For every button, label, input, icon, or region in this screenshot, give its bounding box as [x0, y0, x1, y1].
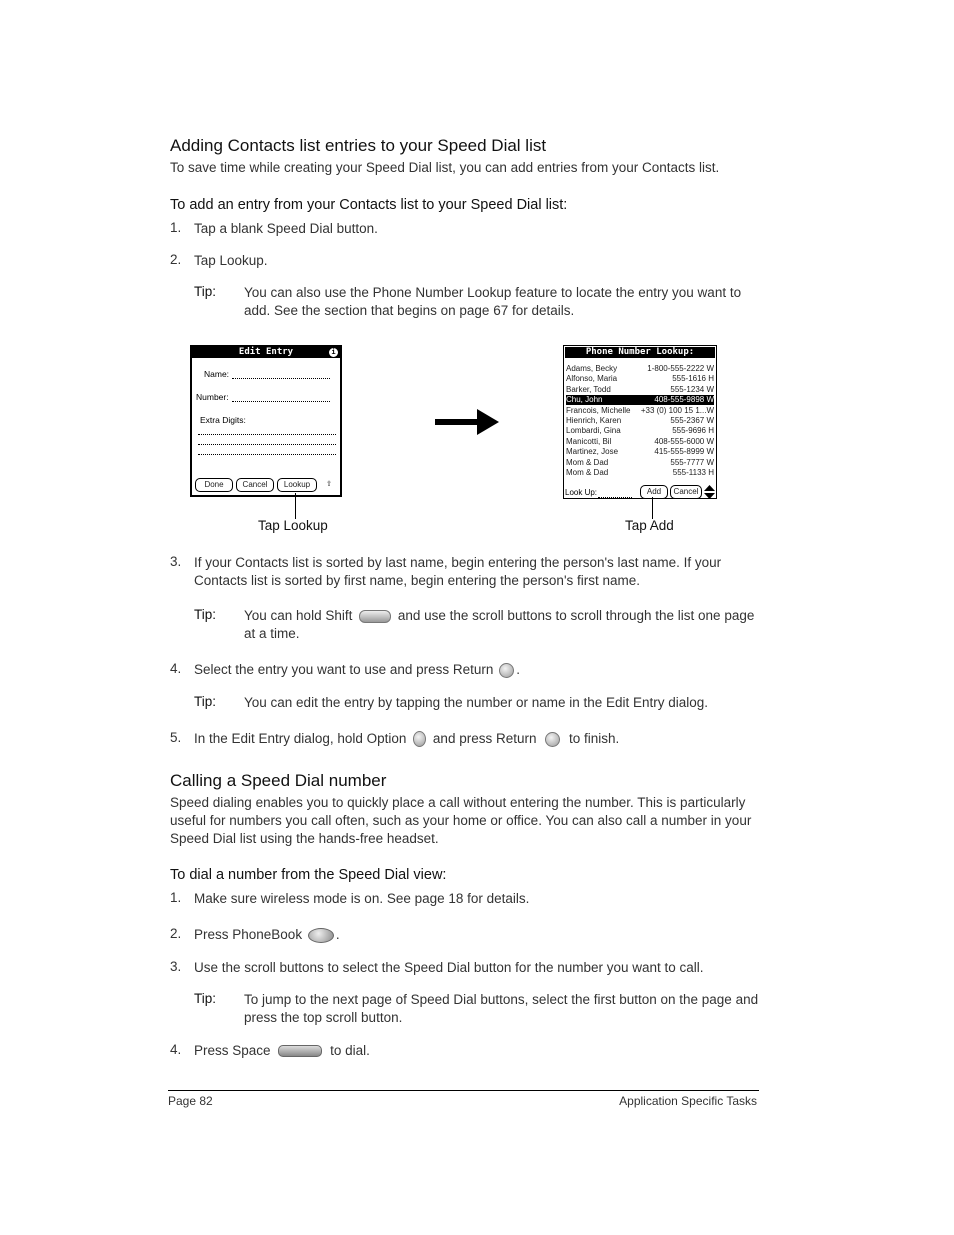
- edit-entry-screen: [190, 345, 342, 497]
- lookup-row-name: Francois, Michelle: [566, 405, 631, 415]
- section-intro: To save time while creating your Speed Dial list, you can add entries from your Contacts list.: [170, 160, 720, 175]
- step-number: 5.: [170, 730, 182, 745]
- lookup-row[interactable]: [566, 385, 714, 395]
- cancel-button[interactable]: Cancel: [236, 478, 274, 492]
- lookup-row-phone: 555-1234 W: [670, 384, 714, 394]
- tip-text: You can edit the entry by tapping the number or name in the Edit Entry dialog.: [244, 695, 709, 710]
- phone-lookup-title: Phone Number Lookup:: [565, 347, 715, 358]
- lookup-row-name: Chu, John: [566, 395, 603, 405]
- step-text: Use the scroll buttons to select the Speed Dial button for the number you want to call.: [194, 960, 704, 975]
- footer-chapter: Application Specific Tasks: [619, 1094, 757, 1108]
- return-key-icon: [499, 663, 514, 678]
- lookup-row[interactable]: [566, 374, 714, 384]
- lookup-row-name: Mom & Dad: [566, 468, 609, 477]
- step-text-c: to finish.: [569, 731, 620, 746]
- lookup-row-name: Adams, Becky: [566, 364, 618, 373]
- step-number: 2.: [170, 252, 182, 267]
- lookup-row-name: Barker, Todd: [566, 384, 611, 394]
- return-key-icon: [545, 732, 560, 747]
- step-text: [194, 1042, 370, 1060]
- lookup-row-phone: 555-1616 H: [672, 374, 714, 384]
- tip-text: [244, 607, 760, 643]
- lookup-list: [564, 364, 716, 484]
- step-text-a: Select the entry you want to use and press Return: [194, 662, 494, 677]
- step-text-a: Press PhoneBook: [194, 927, 303, 942]
- step-text: [194, 926, 340, 944]
- edit-entry-title: Edit Entry: [192, 347, 340, 358]
- step-number: 3.: [170, 554, 182, 569]
- step-text-a: In the Edit Entry dialog, hold Option: [194, 731, 407, 746]
- info-icon: i: [329, 348, 338, 357]
- step-text-b: to dial.: [330, 1043, 370, 1058]
- right-arrow-icon: [435, 408, 499, 436]
- lookup-row[interactable]: [566, 395, 714, 405]
- section-intro: Speed dialing enables you to quickly place a call without entering the number. This is particularly useful for numbers you call often, such as your home or office. You can also call a number in your Speed Dial list using the hands-free headset.: [170, 795, 752, 846]
- lookup-row-phone: 415-555-8999 W: [654, 447, 714, 457]
- extra-digits-line: [198, 454, 336, 455]
- section-heading-add-entries: Adding Contacts list entries to your Speed Dial list: [170, 136, 547, 155]
- add-button[interactable]: Add: [640, 485, 668, 499]
- lookup-row-phone: 555-9696 H: [672, 426, 714, 436]
- tip-text-b: and use the scroll buttons to scroll through the list one page at a time.: [244, 608, 755, 641]
- lookup-row-phone: 408-555-6000 W: [654, 436, 714, 446]
- caption-tap-lookup: Tap Lookup: [258, 518, 328, 533]
- lookup-row-name: Manicotti, Bil: [566, 436, 612, 446]
- lookup-row[interactable]: [566, 447, 714, 457]
- lookup-row[interactable]: [566, 416, 714, 426]
- extra-digits-line: [198, 444, 336, 445]
- shift-arrow-icon: ⇧: [326, 478, 333, 489]
- lookup-input[interactable]: [598, 497, 632, 498]
- lookup-row-name: Martinez, Jose: [566, 447, 619, 457]
- lookup-row[interactable]: [566, 406, 714, 416]
- tip-label: Tip:: [194, 607, 217, 622]
- phonebook-key-icon: [308, 928, 334, 943]
- number-field: [232, 401, 330, 402]
- tip-label: Tip:: [194, 284, 217, 299]
- lookup-row-name: Alfonso, Maria: [566, 374, 618, 384]
- lookup-row-name: Mom & Dad: [566, 457, 609, 467]
- step-number: 1.: [170, 890, 182, 905]
- step-number: 3.: [170, 959, 182, 974]
- step-text-a: Press Space: [194, 1043, 271, 1058]
- lookup-row[interactable]: [566, 458, 714, 468]
- step-text-end: .: [516, 662, 520, 677]
- step-text: [194, 730, 619, 748]
- lookup-label: Look Up:: [565, 488, 598, 497]
- lookup-button[interactable]: Lookup: [277, 478, 317, 492]
- done-button[interactable]: Done: [195, 478, 233, 492]
- caption-tap-add: Tap Add: [625, 518, 674, 533]
- shift-key-icon: [359, 610, 391, 623]
- step-text: If your Contacts list is sorted by last name, begin entering the person's last name. If your Contacts list is sorted by first name, begin entering the person's first name.: [194, 555, 722, 588]
- tip-text: You can also use the Phone Number Lookup feature to locate the entry you want to add. See the section that begins on page 67 for details.: [244, 285, 742, 318]
- step-text: [194, 661, 520, 679]
- step-number: 1.: [170, 220, 182, 235]
- lookup-row[interactable]: [566, 437, 714, 447]
- name-label: Name:: [204, 369, 230, 379]
- step-text: Make sure wireless mode is on. See page 18 for details.: [194, 891, 530, 906]
- lookup-row-phone: 1-800-555-2222 W: [647, 364, 714, 373]
- number-label: Number:: [196, 392, 229, 402]
- step-text-b: and press Return: [432, 731, 537, 746]
- procedure-title: To dial a number from the Speed Dial view:: [170, 867, 447, 883]
- tip-label: Tip:: [194, 991, 217, 1006]
- lookup-row-phone: 555-2367 W: [670, 416, 714, 425]
- step-text: Tap Lookup.: [194, 253, 268, 268]
- step-number: 2.: [170, 926, 182, 941]
- space-key-icon: [278, 1045, 322, 1057]
- tip-label: Tip:: [194, 694, 217, 709]
- lookup-row-phone: 408-555-9898 W: [654, 395, 714, 405]
- scroll-arrows-icon[interactable]: [704, 485, 715, 499]
- option-key-icon: [413, 731, 426, 747]
- lookup-row[interactable]: [566, 364, 714, 374]
- extra-digits-line: [198, 434, 336, 435]
- section-heading-calling: Calling a Speed Dial number: [170, 771, 387, 790]
- callout-line: [652, 497, 653, 519]
- tip-text-a: You can hold Shift: [244, 608, 353, 623]
- lookup-row-phone: 555-7777 W: [670, 457, 714, 467]
- step-text-end: .: [335, 927, 340, 942]
- footer-rule: [168, 1090, 759, 1091]
- lookup-row-name: Hienrich, Karen: [566, 416, 622, 425]
- lookup-row-phone: 555-1133 H: [672, 468, 714, 477]
- procedure-title: To add an entry from your Contacts list to your Speed Dial list:: [170, 197, 568, 213]
- lookup-row-phone: +33 (0) 100 15 1...W: [640, 405, 714, 415]
- lookup-row[interactable]: [566, 468, 714, 478]
- step-number: 4.: [170, 661, 182, 676]
- callout-line: [295, 493, 296, 519]
- extra-digits-label: Extra Digits:: [200, 415, 246, 425]
- tip-text: To jump to the next page of Speed Dial buttons, select the first button on the page and press the top scroll button.: [244, 992, 759, 1025]
- lookup-row[interactable]: [566, 426, 714, 436]
- step-text: Tap a blank Speed Dial button.: [194, 221, 378, 236]
- name-field: [232, 378, 330, 379]
- lookup-cancel-button[interactable]: Cancel: [670, 485, 702, 499]
- phone-lookup-screen: [563, 345, 717, 499]
- lookup-row-name: Lombardi, Gina: [566, 426, 621, 436]
- step-number: 4.: [170, 1042, 182, 1057]
- footer-page-number: Page 82: [168, 1094, 213, 1108]
